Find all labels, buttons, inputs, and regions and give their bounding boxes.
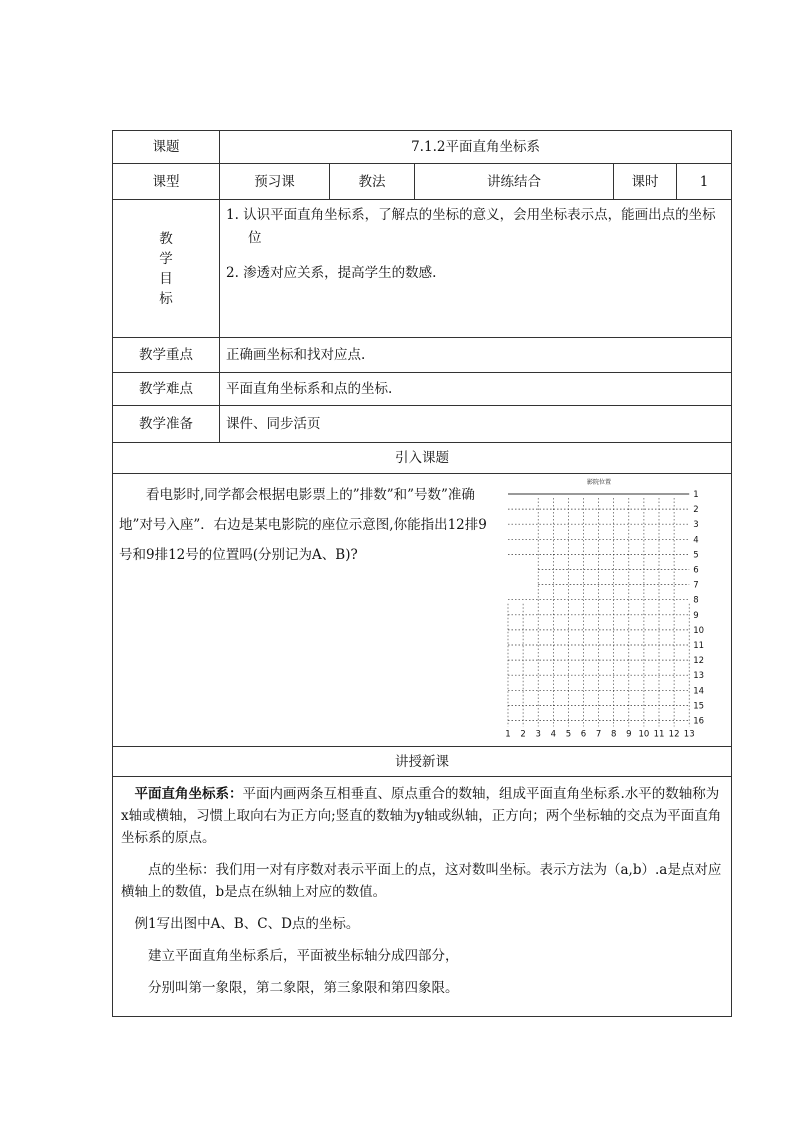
preparation-row <box>113 406 732 443</box>
column-number-label: 12 <box>668 729 680 740</box>
row-number-label: 3 <box>693 520 699 531</box>
column-number-label: 9 <box>626 729 632 740</box>
objectives-label-char: 目 <box>159 270 173 287</box>
row-number-label: 16 <box>693 716 705 727</box>
type-row <box>113 164 732 200</box>
row-number-label: 7 <box>693 580 699 591</box>
preparation-value: 课件、同步活页 <box>220 406 732 443</box>
objectives-label-char: 学 <box>159 250 173 267</box>
quadrant-paragraph-2: 分别叫第一象限，第二象限，第三象限和第四象限。 <box>148 980 459 996</box>
row-number-label: 6 <box>693 565 699 576</box>
difficulties-value: 平面直角坐标系和点的坐标. <box>220 373 732 406</box>
objective-item: 2. 渗透对应关系，提高学生的数感. <box>226 265 437 281</box>
objectives-label-char: 教 <box>159 230 173 247</box>
column-number-label: 2 <box>520 729 526 740</box>
lesson-row <box>113 777 732 1017</box>
row-number-label: 8 <box>693 595 699 606</box>
column-number-label: 11 <box>653 729 665 740</box>
type-label: 课型 <box>113 164 220 200</box>
lesson-heading: 讲授新课 <box>113 747 732 777</box>
intro-row <box>113 474 732 747</box>
intro-text: 看电影时,同学都会根据电影票上的”排数”和”号数”准确地”对号入座”．右边是某电影院的座位示意图,你能指出12排9号和9排12号的位置吗(分别记为A、B)? <box>119 487 487 563</box>
key-points-row <box>113 338 732 373</box>
row-number-label: 13 <box>693 671 705 682</box>
key-points-value: 正确画坐标和找对应点. <box>220 338 732 373</box>
row-number-label: 12 <box>693 656 705 667</box>
objectives-row <box>113 200 732 338</box>
column-number-label: 4 <box>550 729 557 740</box>
method-value: 讲练结合 <box>415 164 614 200</box>
coordinate-paragraph: 点的坐标：我们用一对有序数对表示平面上的点，这对数叫坐标。表示方法为（a,b）.a是点对应横轴上的数值，b是点在纵轴上对应的数值。 <box>121 862 722 900</box>
preparation-label: 教学准备 <box>113 406 220 443</box>
row-number-label: 9 <box>693 610 699 621</box>
objectives-content <box>220 200 732 338</box>
column-number-label: 13 <box>683 729 695 740</box>
topic-value: 7.1.2平面直角坐标系 <box>220 131 732 164</box>
definition-paragraph <box>121 783 723 849</box>
quadrant-paragraph-1: 建立平面直角坐标系后，平面被坐标轴分成四部分， <box>148 948 459 964</box>
method-label: 教法 <box>330 164 415 200</box>
column-number-label: 10 <box>638 729 650 740</box>
row-number-label: 11 <box>693 641 705 651</box>
intro-content <box>113 474 732 747</box>
column-number-label: 7 <box>595 729 602 740</box>
row-number-label: 2 <box>693 505 699 516</box>
objective-item: 1. 认识平面直角坐标系，了解点的坐标的意义，会用坐标表示点，能画出点的坐标位 <box>226 207 716 246</box>
key-points-label: 教学重点 <box>113 338 220 373</box>
column-number-label: 8 <box>611 729 617 740</box>
topic-row <box>113 131 732 164</box>
seat-diagram-title: 影院位置 <box>587 479 612 486</box>
cinema-seat-diagram <box>495 476 731 740</box>
hours-label: 课时 <box>614 164 677 200</box>
lesson-heading-row <box>113 747 732 777</box>
row-number-label: 1 <box>693 490 699 500</box>
objectives-label-char: 标 <box>159 290 173 307</box>
topic-label: 课题 <box>113 131 220 164</box>
intro-heading: 引入课题 <box>113 443 732 474</box>
hours-value: 1 <box>677 164 732 200</box>
objectives-label <box>113 200 220 338</box>
intro-heading-row <box>113 443 732 474</box>
row-number-label: 14 <box>693 686 705 697</box>
row-number-label: 15 <box>693 701 705 712</box>
example-paragraph: 例1写出图中A、B、C、D点的坐标。 <box>134 916 360 932</box>
row-number-label: 10 <box>693 625 705 636</box>
row-number-label: 4 <box>693 535 699 546</box>
column-number-label: 5 <box>565 729 572 740</box>
difficulties-label: 教学难点 <box>113 373 220 406</box>
definition-term: 平面直角坐标系： <box>134 786 243 802</box>
column-number-label: 6 <box>580 729 587 740</box>
lesson-content <box>113 777 732 1017</box>
row-number-label: 5 <box>693 550 699 561</box>
column-number-label: 3 <box>535 729 541 740</box>
type-value: 预习课 <box>220 164 330 200</box>
column-number-label: 1 <box>505 729 511 740</box>
difficulties-row <box>113 373 732 406</box>
lesson-plan-table <box>112 130 732 1017</box>
definition-text: 平面内画两条互相垂直、原点重合的数轴，组成平面直角坐标系.水平的数轴称为x轴或横轴，习惯上取向右为正方向;竖直的数轴为y轴或纵轴，正方向；两个坐标轴的交点为平面直角坐标系的原点。 <box>121 786 722 846</box>
